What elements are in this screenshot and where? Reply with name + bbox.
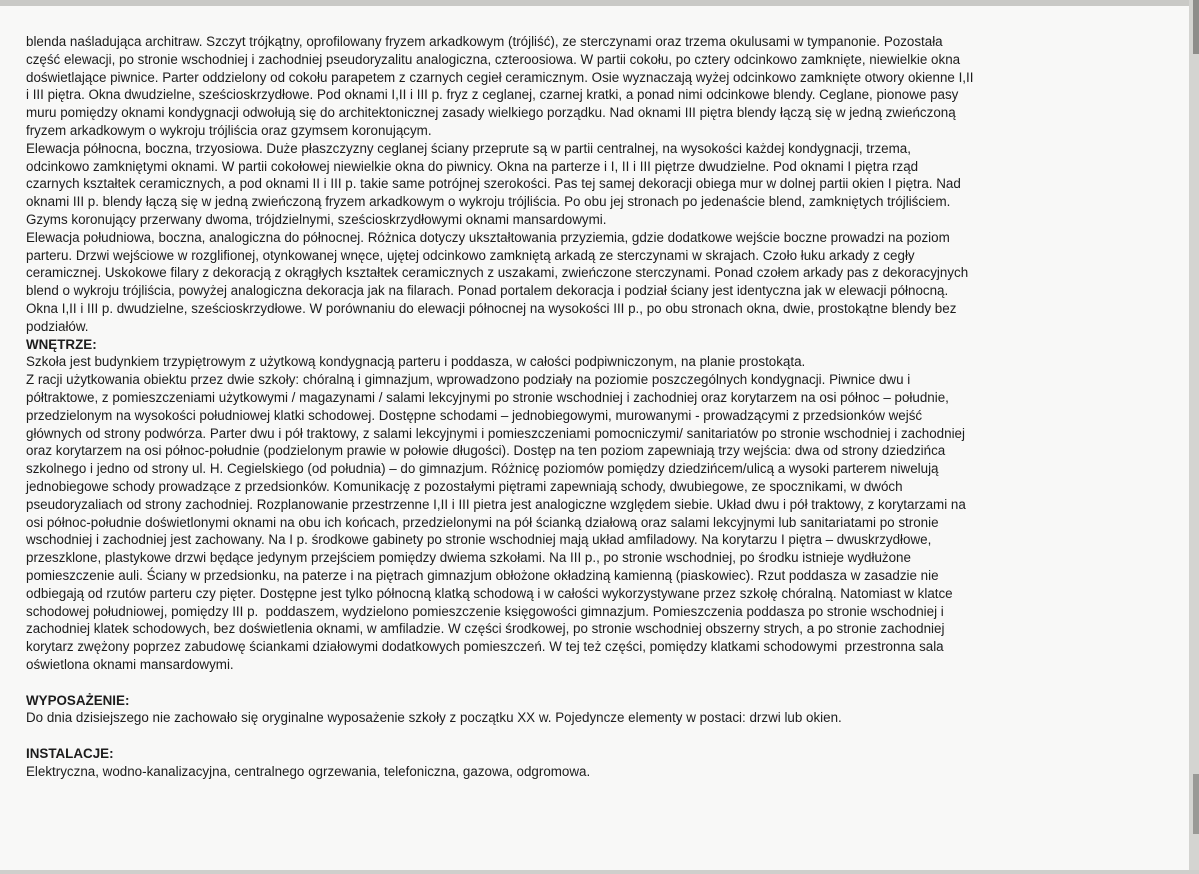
scan-edge-top [0, 0, 1199, 6]
text-line: Gzyms koronujący przerwany dwoma, trójdzielnymi, sześcioskrzydłowymi oknami mansardowymi. [26, 211, 607, 227]
text-line: zachodniej klatek schodowych, bez doświetlenia oknami, w amfiladzie. W części środkowej, po stronie wschodniej obszerny strych, a po stronie zachodniej [26, 621, 945, 637]
paragraph-facade-east [26, 33, 1150, 140]
installations-section [26, 745, 1150, 781]
text-line: głównych od strony podwórza. Parter dwu i pół traktowy, z salami lekcyjnymi i pomieszczeniami pomocniczymi/ sanitariatów po stronie wschodniej i zachodniej [26, 425, 965, 441]
text-line: oknami III p. blendy łączą się w jedną zwieńczoną fryzem arkadkowym o wykroju trójliścia. Po obu jej stronach po jedenaście blend, zamkniętych trójliściem. [26, 194, 951, 210]
interior-lead: Szkoła jest budynkiem trzypiętrowym z użytkową kondygnacją parteru i poddasza, w całości podpiwniczonym, na planie prostokąta. [26, 354, 806, 370]
scan-shadow-top-right [1193, 0, 1199, 54]
text-line: osi północ-południe doświetlonymi oknami na obu ich końcach, przedzielonymi na pół ścianką działową oraz salami lekcyjnymi lub sanitariatami po stronie [26, 514, 939, 530]
installations-text: Elektryczna, wodno-kanalizacyjna, centralnego ogrzewania, telefoniczna, gazowa, odgromowa. [26, 764, 591, 780]
section-spacer [26, 727, 1150, 745]
text-line: blend o wykroju trójliścia, powyżej analogiczna dekoracja jak na filarach. Ponad portalem dekoracja i podział ściany jest identyczna jak w elewacji północną. [26, 283, 949, 299]
text-line: doświetlające piwnice. Parter oddzielony od cokołu parapetem z czarnych cegieł ceramicznym. Osie wyznaczają wyżej odcinkowo zamknięte otwory okienne I,II [26, 69, 974, 85]
paragraph-facade-south [26, 229, 1150, 336]
interior-section [26, 336, 1150, 674]
text-line: Z racji użytkowania obiektu przez dwie szkoły: chóralną i gimnazjum, wprowadzono podziały na poziomie poszczególnych kondygnacji. Piwnice dwu i [26, 372, 911, 388]
text-line: schodowej południowej, pomiędzy III p. poddaszem, wydzielono pomieszczenie księgowości gimnazjum. Pomieszczenia poddasza po stronie wschodniej i [26, 603, 944, 619]
scan-edge-right [1189, 0, 1199, 874]
text-line: i III piętra. Okna dwudzielne, sześcioskrzydłowe. Pod oknami I,II i III p. fryz z ceglanej, czarnej kratki, a ponad nimi odcinkowe blendy. Ceglane, pionowe pasy [26, 87, 959, 103]
scan-shadow-bottom-right [1193, 774, 1199, 834]
text-line: półtraktowe, z pomieszczeniami użytkowymi / magazynami / salami lekcyjnymi po stronie wschodniej i zachodniej oraz korytarzem na osi północ – południe, [26, 389, 949, 405]
document-body [26, 33, 1150, 781]
text-line: Elewacja północna, boczna, trzyosiowa. Duże płaszczyzny ceglanej ściany przeprute są w partii centralnej, na wysokości każdej kondygnacji, trzema, [26, 140, 911, 156]
text-line: oraz korytarzem na osi północ-południe (podzielonym prawie w połowie długości). Dostęp na ten poziom zapewniają trzy wejścia: dwa od strony dziedzińca [26, 443, 946, 459]
text-line: ceramicznej. Uskokowe filary z dekoracją z okrągłych kształtek ceramicznych z uszakami, zwieńczone sterczynami. Ponad czołem arkady pas z dekoracyjnych [26, 265, 969, 281]
text-line: korytarz zwężony poprzez zabudowę ściankami działowymi dodatkowych pomieszczeń. W tej też części, pomiędzy klatkami schodowymi przestronna sala [26, 639, 944, 655]
text-line: wschodniej i zachodniej jest zachowany. Na I p. środkowe gabinety po stronie wschodniej mają układ amfiladowy. Na korytarzu I piętra – dwuskrzydłowe, [26, 532, 932, 548]
equipment-heading: WYPOSAŻENIE: [26, 692, 130, 708]
text-line: odcinkowo zamkniętymi oknami. W partii cokołowej niewielkie okna do piwnicy. Okna na parterze i I, II i III piętrze dwudzielne. Pod oknami I piętra rząd [26, 158, 919, 174]
text-line: parteru. Drzwi wejściowe w rozglifionej, otynkowanej wnęce, ujętej odcinkowo zamkniętą arkadą ze sterczynami w skrajach. Czoło łuku arkady z cegły [26, 247, 915, 263]
text-line: szkolnego i jedno od strony ul. H. Cegielskiego (od południa) – do gimnazjum. Różnicę poziomów pomiędzy dziedzińcem/ulicą a wysoki parterem niwelują [26, 461, 939, 477]
text-line: pomieszczenie auli. Ściany w przedsionku, na paterze i na piętrach gimnazjum obłożone okładziną kamienną (piaskowiec). Rzut poddasza w zasadzie nie [26, 567, 939, 583]
section-spacer [26, 674, 1150, 692]
text-line: czarnych kształtek ceramicznych, a pod oknami II i III p. takie same potrójnej szerokości. Pas tej samej dekoracji obiega mur w dolnej partii okien I piętra. Nad [26, 176, 961, 192]
text-line: podziałów. [26, 318, 89, 334]
scan-edge-bottom [0, 870, 1199, 874]
text-line: przeszklone, plastykowe drzwi będące jedynym przejściem pomiędzy dwiema szkołami. Na III p., po stronie wschodniej, po środku istnieje wydłużone [26, 550, 911, 566]
text-line: przedzielonym na wysokości południowej klatki schodowej. Dostępne schodami – jednobiegowymi, murowanymi - prowadzącymi z przedsionków wejść [26, 407, 923, 423]
equipment-text: Do dnia dzisiejszego nie zachowało się oryginalne wyposażenie szkoły z początku XX w. Pojedyncze elementy w postaci: drzwi lub okien. [26, 710, 842, 726]
text-line: blenda naśladująca architraw. Szczyt trójkątny, oprofilowany fryzem arkadkowym (trójliść), ze sterczynami oraz trzema okulusami w tympanonie. Pozostała [26, 34, 943, 49]
text-line: muru pomiędzy oknami kondygnacji odwołują się do architektonicznej zasady wielkiego porządku. Nad oknami III piętra blendy łączą się w jedną zwieńczoną [26, 105, 956, 121]
interior-heading: WNĘTRZE: [26, 336, 97, 352]
installations-heading: INSTALACJE: [26, 746, 114, 762]
text-line: jednobiegowe schody prowadzące z przedsionków. Komunikację z pozostałymi piętrami zapewniają schody, dwubiegowe, ze spocznikami, w dwóch [26, 478, 903, 494]
text-line: Elewacja południowa, boczna, analogiczna do północnej. Różnica dotyczy ukształtowania przyziemia, gdzie dodatkowe wejście boczne prowadzi na poziom [26, 229, 950, 245]
text-line: Okna I,II i III p. dwudzielne, sześcioskrzydłowe. W porównaniu do elewacji północnej na wysokości III p., po obu stronach okna, dwie, prostokątne blendy bez [26, 300, 957, 316]
equipment-section [26, 692, 1150, 728]
text-line: fryzem arkadkowym o wykroju trójliścia oraz gzymsem koronującym. [26, 122, 432, 138]
text-line: oświetlona oknami mansardowymi. [26, 656, 234, 672]
paragraph-facade-north [26, 140, 1150, 229]
text-line: pseudoryzaliach od strony zachodniej. Rozplanowanie przestrzenne I,II i III pietra jest analogiczne względem siebie. Układ dwu i pół traktowy, z korytarzami na [26, 496, 966, 512]
text-line: odbiegają od rzutów parteru czy pięter. Dostępne jest tylko północną klatką schodową i w całości wykorzystywane przez szkołę chóralną. Natomiast w klatce [26, 585, 953, 601]
text-line: część elewacji, po stronie wschodniej i zachodniej pseudoryzalitu analogiczna, czteroosiowa. W partii cokołu, po cztery odcinkowo zamknięte, niewielkie okna [26, 51, 961, 67]
